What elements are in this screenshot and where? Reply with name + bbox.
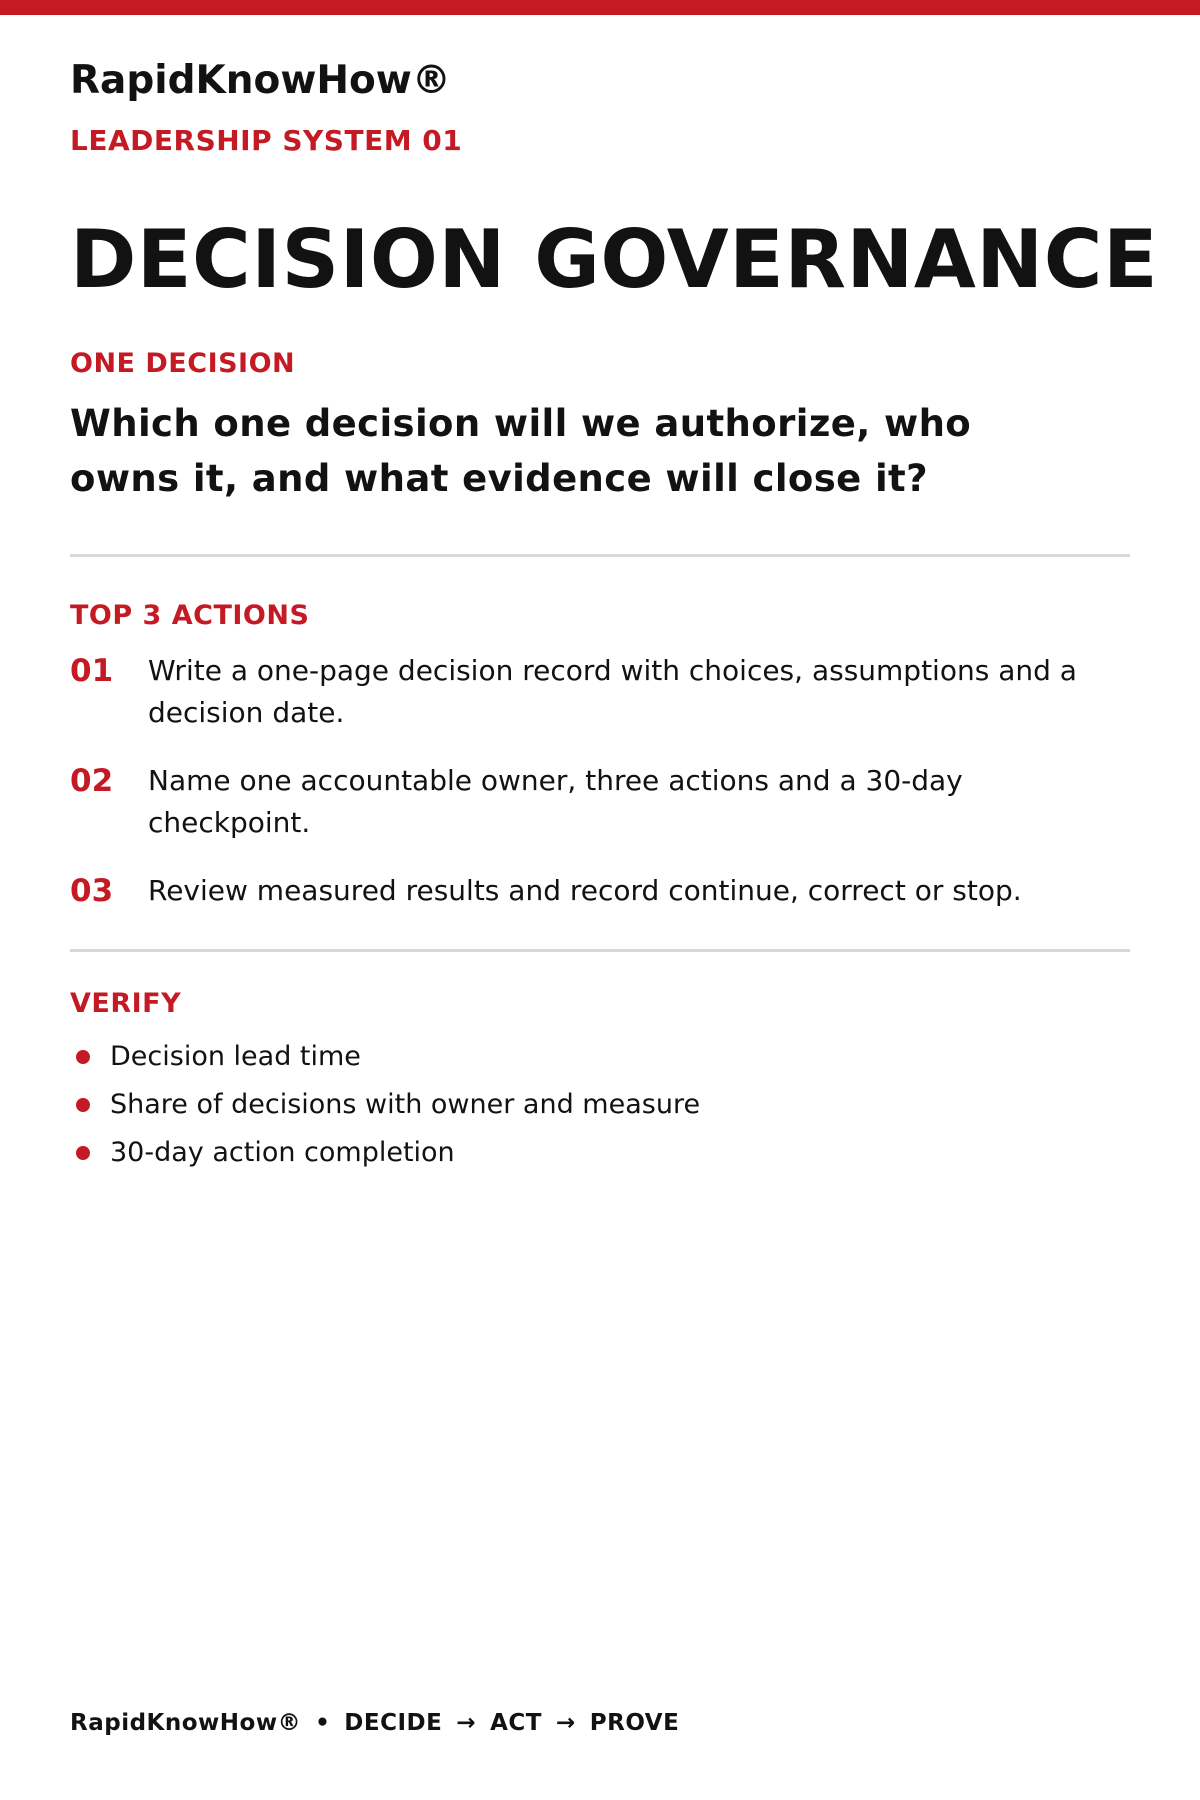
footer-step: ACT xyxy=(490,1710,542,1736)
bullet-dot-icon xyxy=(76,1098,90,1112)
divider xyxy=(70,949,1130,952)
verify-item-text: 30-day action completion xyxy=(110,1137,455,1168)
one-decision-label: ONE DECISION xyxy=(70,348,296,379)
footer-bullet: • xyxy=(315,1710,331,1736)
footer-step: DECIDE xyxy=(344,1710,443,1736)
system-label: LEADERSHIP SYSTEM 01 xyxy=(70,124,463,157)
arrow-right-icon: → xyxy=(456,1710,477,1736)
footer-brand: RapidKnowHow® xyxy=(70,1710,302,1736)
divider xyxy=(70,554,1130,557)
bullet-dot-icon xyxy=(76,1050,90,1064)
brand-name: RapidKnowHow® xyxy=(70,58,451,103)
verify-item-text: Decision lead time xyxy=(110,1041,361,1072)
action-number: 02 xyxy=(70,763,114,799)
action-text: Name one accountable owner, three actions and a 30-day checkpoint. xyxy=(148,764,963,839)
action-text: Review measured results and record continue, correct or stop. xyxy=(148,874,1022,907)
page-title: DECISION GOVERNANCE xyxy=(70,213,1159,306)
bullet-dot-icon xyxy=(76,1146,90,1160)
verify-item-text: Share of decisions with owner and measure xyxy=(110,1089,701,1120)
top-accent-bar xyxy=(0,0,1200,15)
action-number: 03 xyxy=(70,873,114,909)
action-number: 01 xyxy=(70,653,114,689)
verify-label: VERIFY xyxy=(70,988,182,1019)
footer xyxy=(70,1710,679,1736)
decision-question: Which one decision will we authorize, who owns it, and what evidence will close it? xyxy=(70,402,972,500)
arrow-right-icon: → xyxy=(556,1710,576,1736)
verify-item xyxy=(70,1085,970,1125)
verify-item xyxy=(70,1037,970,1077)
top-actions-label: TOP 3 ACTIONS xyxy=(70,600,310,631)
action-text: Write a one-page decision record with choices, assumptions and a decision date. xyxy=(148,654,1077,729)
verify-item xyxy=(70,1133,970,1173)
footer-step: PROVE xyxy=(589,1710,680,1736)
